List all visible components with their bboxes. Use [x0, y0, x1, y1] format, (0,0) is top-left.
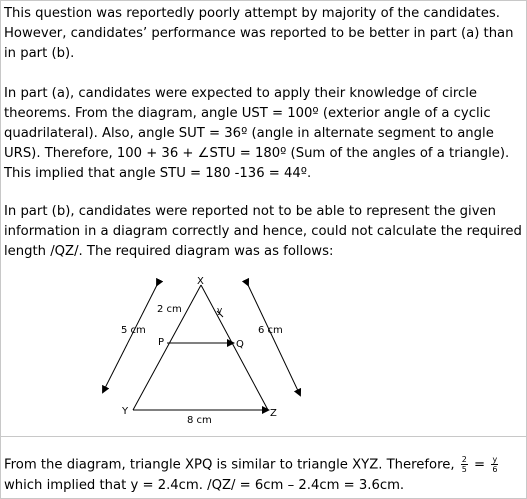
section-divider [0, 436, 527, 437]
paragraph-intro: This question was reportedly poorly attempt by majority of the candidates. However, candidates’ performance was reported to be better in part (a) than in part (b). [4, 6, 514, 61]
conclusion-text-2: which implied that y = 2.4cm. /QZ/ = 6cm – 2.4cm = 3.6cm. [4, 477, 405, 493]
paragraph-conclusion [4, 455, 522, 496]
fraction-2-over-5: $\frac{2}{5}$ [461, 455, 467, 474]
label-6cm: 6 cm [258, 325, 283, 336]
label-x: X [197, 276, 204, 287]
paragraph-part-b: In part (b), candidates were reported not to be able to represent the given information in a diagram correctly and hence, could not calculate the required length /QZ/. The required diagram was as follows: [4, 204, 522, 259]
fraction-y-over-6: $\frac{y}{6}$ [492, 455, 498, 474]
side-xz [201, 285, 268, 410]
conclusion-text-1: From the diagram, triangle XPQ is similar to triangle XYZ. Therefore, [4, 457, 455, 473]
dimension-xz [248, 285, 300, 395]
label-q: Q [236, 339, 244, 350]
label-p: P [158, 337, 165, 348]
label-5cm: 5 cm [121, 325, 146, 336]
label-y-vertex: Y [122, 406, 129, 417]
dimension-xy [103, 285, 157, 392]
label-z: Z [270, 408, 277, 419]
paragraph-part-a: In part (a), candidates were expected to apply their knowledge of circle theorems. From the diagram, angle UST = 100º (exterior angle of a cyclic quadrilateral). Also, angle SUT = 36º (angle in alternate segment to angle URS). Therefore, 100 + 36 + ∠STU = 180º (Sum of the angles of a triangle). This implied that angle STU = 180 -136 = 44º. [4, 86, 510, 181]
label-y-length: y [217, 306, 223, 316]
label-8cm: 8 cm [187, 415, 212, 426]
label-2cm: 2 cm [157, 304, 182, 315]
equals-sign: = [474, 457, 486, 473]
